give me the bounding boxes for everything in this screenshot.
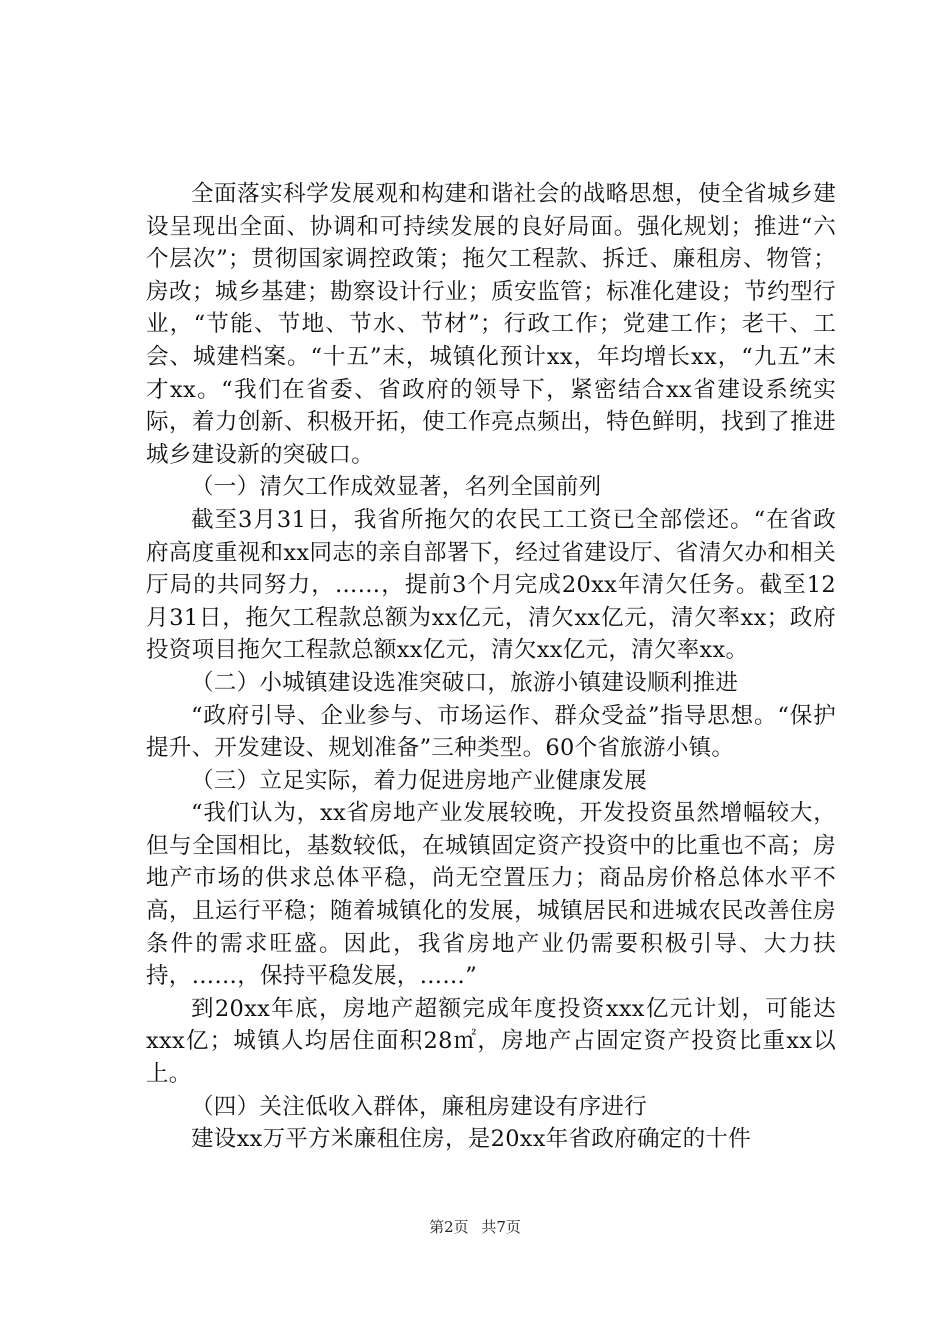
page-total: 共7页 [481,1218,521,1236]
paragraph-low-rent-housing: 建设xx万平方米廉租住房，是20xx年省政府确定的十件 [191,1126,751,1153]
document-body [146,178,836,1156]
page-footer [0,1216,950,1237]
paragraph-intro: 全面落实科学发展观和构建和谐社会的战略思想，使全省城乡建设呈现出全面、协调和可持续发展的良好局面。强化规划；推进“六个层次”；贯彻国家调控政策；拖欠工程款、拆迁、廉租房、物管；房改；城乡基建；勘察设计行业；质安监管；标准化建设；节约型行业，“节能、节地、节水、节材”；行政工作；党建工作；老干、工会、城建档案。“十五”末，城镇化预计xx，年均增长xx，“九五”末才xx。“我们在省委、省政府的领导下，紧密结合xx省建设系统实际，着力创新、积极开拓，使工作亮点频出，特色鲜明，找到了推进城乡建设新的突破口。 [146,181,836,468]
paragraph-small-towns: “政府引导、企业参与、市场运作、群众受益”指导思想。“保护提升、开发建设、规划准备”三种类型。60个省旅游小镇。 [146,702,836,762]
page-number: 第2页 [429,1218,469,1236]
paragraph-real-estate-quote: “我们认为，xx省房地产业发展较晚，开发投资虽然增幅较大，但与全国相比，基数较低，在城镇固定资产投资中的比重也不高；房地产市场的供求总体平稳，尚无空置压力；商品房价格总体水平不高，且运行平稳；随着城镇化的发展，城镇居民和进城农民改善住房条件的需求旺盛。因此，我省房地产业仍需要积极引导、大力扶持，……，保持平稳发展，……” [146,800,836,990]
section-heading-1: （一）清欠工作成效显著，名列全国前列 [191,474,602,501]
section-heading-4: （四）关注低收入群体，廉租房建设有序进行 [191,1093,648,1120]
section-heading-3: （三）立足实际，着力促进房地产业健康发展 [191,767,648,794]
section-heading-2: （二）小城镇建设选准突破口，旅游小镇建设顺利推进 [191,669,739,696]
paragraph-real-estate-results: 到20xx年底，房地产超额完成年度投资xxx亿元计划，可能达xxx亿；城镇人均居住面积28㎡，房地产占固定资产投资比重xx以上。 [146,995,836,1088]
paragraph-arrears: 截至3月31日，我省所拖欠的农民工工资已全部偿还。“在省政府高度重视和xx同志的亲自部署下，经过省建设厅、省清欠办和相关厅局的共同努力，……，提前3个月完成20xx年清欠任务。截至12月31日，拖欠工程款总额为xx亿元，清欠xx亿元，清欠率xx；政府投资项目拖欠工程款总额xx亿元，清欠xx亿元，清欠率xx。 [146,506,836,664]
